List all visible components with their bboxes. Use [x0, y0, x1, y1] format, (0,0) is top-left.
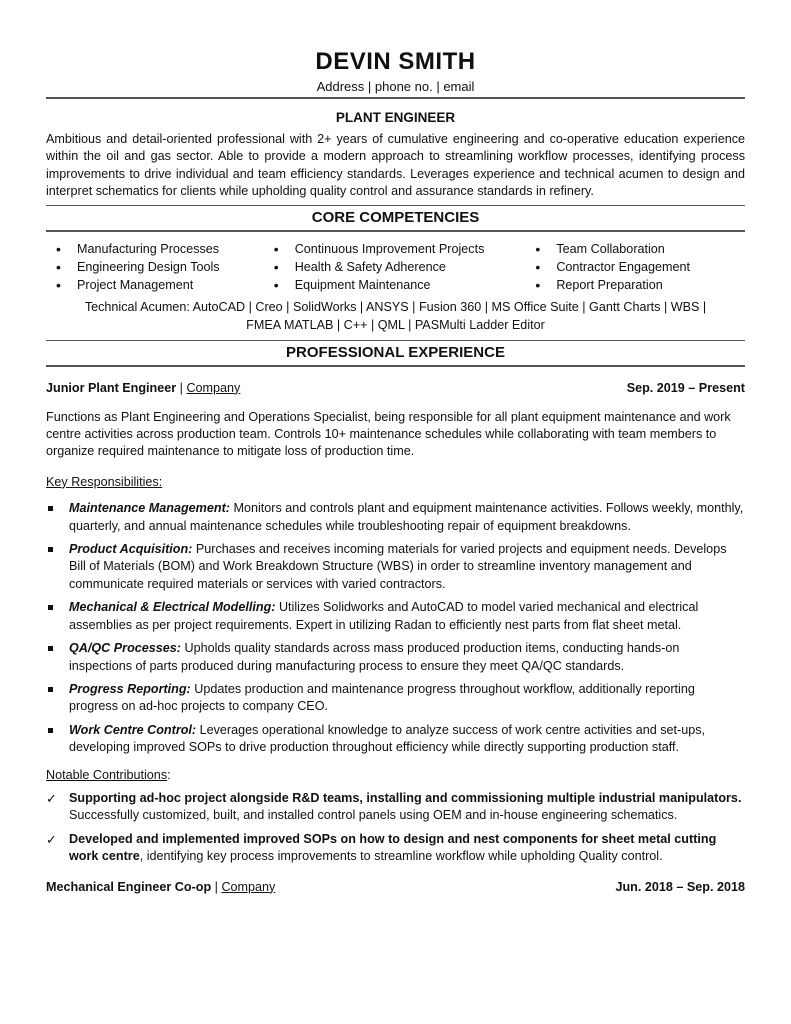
responsibility-text: Upholds quality standards across mass produced production items, conducting hands-on inspections of parts produced during manufacturing process to ensure they meet QA/QC standards. — [69, 641, 680, 673]
section-divider-bottom — [46, 365, 745, 367]
responsibility-label: Work Centre Control: — [69, 722, 197, 737]
competencies-grid — [46, 240, 745, 294]
job-1-title: Junior Plant Engineer — [46, 380, 177, 395]
contribution-text: Successfully customized, built, and installed control panels using OEM and in-house engineering schematics. — [69, 808, 678, 823]
responsibility-item — [46, 541, 745, 593]
responsibility-label: Product Acquisition: — [69, 542, 193, 557]
experience-section-header — [46, 340, 745, 367]
job-2-header — [46, 878, 745, 896]
key-responsibilities-heading: Key Responsibilities: — [46, 474, 163, 489]
checkmark-icon: ✓ — [46, 831, 57, 847]
contributions-list — [46, 790, 745, 866]
contribution-bold: Supporting ad-hoc project alongside R&D teams, installing and commissioning multiple industrial manipulators. — [69, 790, 742, 805]
competency-column-1 — [46, 240, 264, 294]
technical-acumen: Technical Acumen: AutoCAD | Creo | SolidWorks | ANSYS | Fusion 360 | MS Office Suite | Gantt Charts | WBS | FMEA MATLAB | C++ | QML | PASMulti Ladder Editor — [84, 299, 707, 332]
responsibility-item — [46, 599, 745, 634]
job-1-separator: | — [176, 380, 187, 395]
candidate-name: DEVIN SMITH — [315, 48, 476, 75]
responsibility-label: Maintenance Management: — [69, 501, 230, 516]
experience-heading: PROFESSIONAL EXPERIENCE — [286, 343, 505, 361]
responsibility-text: Leverages operational knowledge to analyze success of work centre activities and set-ups, developing improved SOPs to drive production throughout efficiency while directly supporting production staff. — [69, 722, 706, 755]
competencies-heading: CORE COMPETENCIES — [311, 208, 480, 226]
competency-item: • Contractor Engagement — [525, 258, 745, 276]
job-1-description: Functions as Plant Engineering and Operations Specialist, being responsible for all plant equipment maintenance and work centre activities across production team. Controls 10+ maintenance schedules while collaborating with team members to organize required maintenance to mitigate loss of production time. — [46, 409, 731, 459]
competency-item: • Team Collaboration — [525, 240, 745, 258]
contact-line: Address | phone no. | email — [316, 79, 475, 94]
contribution-item — [46, 831, 745, 866]
competency-item: • Health & Safety Adherence — [264, 258, 526, 276]
job-2-company-link[interactable]: Company — [221, 879, 276, 894]
responsibility-item — [46, 681, 745, 716]
job-1-company-link[interactable]: Company — [186, 380, 241, 395]
job-2-title: Mechanical Engineer Co-op — [46, 879, 212, 894]
responsibility-label: QA/QC Processes: — [69, 641, 181, 656]
job-2-separator: | — [211, 879, 222, 894]
competency-item: • Project Management — [46, 276, 264, 294]
job-2-dates: Jun. 2018 – Sep. 2018 — [615, 879, 745, 894]
responsibility-item — [46, 722, 745, 757]
responsibility-text: Purchases and receives incoming materials for varied projects and equipment needs. Develops Bill of Materials (BOM) and Work Breakdown Structure (WBS) in order to streamline inventory management and communicate required materials or services with varied contractors. — [69, 542, 727, 591]
responsibility-text: Utilizes Solidworks and AutoCAD to model varied mechanical and electrical assemblies as per project requirements. Expert in utilizing Radan to efficiently nest parts from flat sheet metal. — [69, 600, 699, 632]
section-divider-bottom — [46, 230, 745, 232]
job-2-title-line — [46, 878, 275, 896]
header-divider — [46, 97, 745, 99]
contribution-bold: Developed and implemented improved SOPs on how to design and nest components for sheet metal cutting work centre — [69, 831, 717, 864]
contribution-item — [46, 790, 745, 825]
checkmark-icon: ✓ — [46, 790, 57, 806]
responsibilities-list — [46, 500, 745, 756]
job-1-header — [46, 379, 745, 397]
notable-contributions-label: Notable Contributions — [46, 767, 168, 782]
competency-item: • Report Preparation — [525, 276, 745, 294]
role-title: PLANT ENGINEER — [335, 110, 456, 125]
notable-contributions-colon: : — [167, 767, 171, 782]
competencies-section-header — [46, 205, 745, 232]
competency-column-3 — [525, 240, 745, 294]
competency-item: • Manufacturing Processes — [46, 240, 264, 258]
responsibility-text: Updates production and maintenance progress throughout workflow, additionally reporting progress on ad-hoc projects to company CEO. — [69, 681, 695, 714]
responsibility-label: Mechanical & Electrical Modelling: — [69, 600, 276, 615]
competency-column-2 — [264, 240, 526, 294]
responsibility-item — [46, 640, 745, 675]
contribution-text: , identifying key process improvements to streamline workflow while upholding Quality control. — [139, 849, 663, 864]
competency-item: • Engineering Design Tools — [46, 258, 264, 276]
job-1-dates: Sep. 2019 – Present — [626, 380, 745, 395]
competency-item: • Equipment Maintenance — [264, 276, 526, 294]
job-1-title-line — [46, 379, 240, 397]
competency-item: • Continuous Improvement Projects — [264, 240, 526, 258]
notable-contributions-heading — [46, 767, 745, 784]
responsibility-label: Progress Reporting: — [69, 681, 191, 696]
responsibility-text: Monitors and controls plant and equipment maintenance activities. Follows weekly, monthly, quarterly, and annual maintenance schedules while troubleshooting repair of equipment breakdowns. — [69, 501, 744, 533]
summary-paragraph: Ambitious and detail-oriented professional with 2+ years of cumulative engineering and co-operative education experience within the oil and gas sector. Able to provide a modern approach to streamlining workflow processes, identifying process improvements to drive individual and team efficiency standards. Leverages experience and technical acumen to design and interpret schematics for clients while upholding quality control and assurance standards in refinery. — [46, 132, 745, 199]
responsibility-item — [46, 500, 745, 535]
